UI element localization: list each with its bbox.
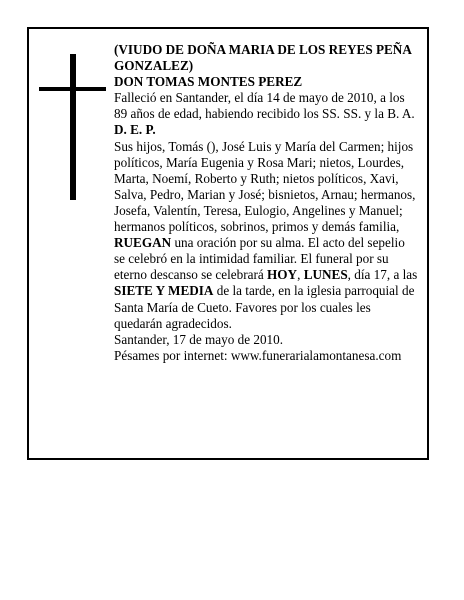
lunes-word: LUNES [303, 267, 348, 283]
request-text-3: de la tarde, en la iglesia parroquial de Santa María de Cueto. Favores por los cuales les quedarán agradecidos. [114, 283, 415, 331]
request-comma: , [297, 267, 304, 283]
obituary-notice [27, 27, 429, 460]
cross-horizontal-bar [39, 87, 106, 91]
death-notice: Falleció en Santander, el día 14 de mayo de 2010, a los 89 años de edad, habiendo recibido los SS. SS. y la B. A. [114, 90, 415, 122]
hoy-word: HOY [267, 267, 298, 283]
cross-vertical-bar [70, 54, 76, 200]
request-text-1: una oración por su alma. El acto del sepelio se celebró en la intimidad familiar. El funeral por su eterno descanso se celebrará [114, 235, 405, 283]
place-date: Santander, 17 de mayo de 2010. [114, 331, 284, 347]
obituary-text [114, 42, 418, 364]
condolences-line: Pésames por internet: www.funerarialamontanesa.com [114, 347, 402, 363]
request-paragraph [114, 235, 418, 332]
rip-line: D. E. P. [114, 122, 156, 138]
deceased-name: DON TOMAS MONTES PEREZ [114, 74, 303, 90]
ruegan-word: RUEGAN [114, 235, 172, 251]
request-text-2: , día 17, a las [347, 267, 418, 283]
widow-line: (VIUDO DE DOÑA MARIA DE LOS REYES PEÑA GONZALEZ) [114, 42, 412, 74]
family-list: Sus hijos, Tomás (), José Luis y María del Carmen; hijos políticos, María Eugenia y Rosa Mari; nietos, Lourdes, Marta, Noemí, Roberto y Ruth; nietos políticos, Xavi, Salva, Pedro, Marian y José; bisnietos, Arnau; hermanos, Josefa, Valentín, Teresa, Eulogio, Angelines y Manuel; hermanos políticos, sobrinos, primos y demás familia, [114, 138, 416, 235]
time-words: SIETE Y MEDIA [114, 283, 214, 299]
